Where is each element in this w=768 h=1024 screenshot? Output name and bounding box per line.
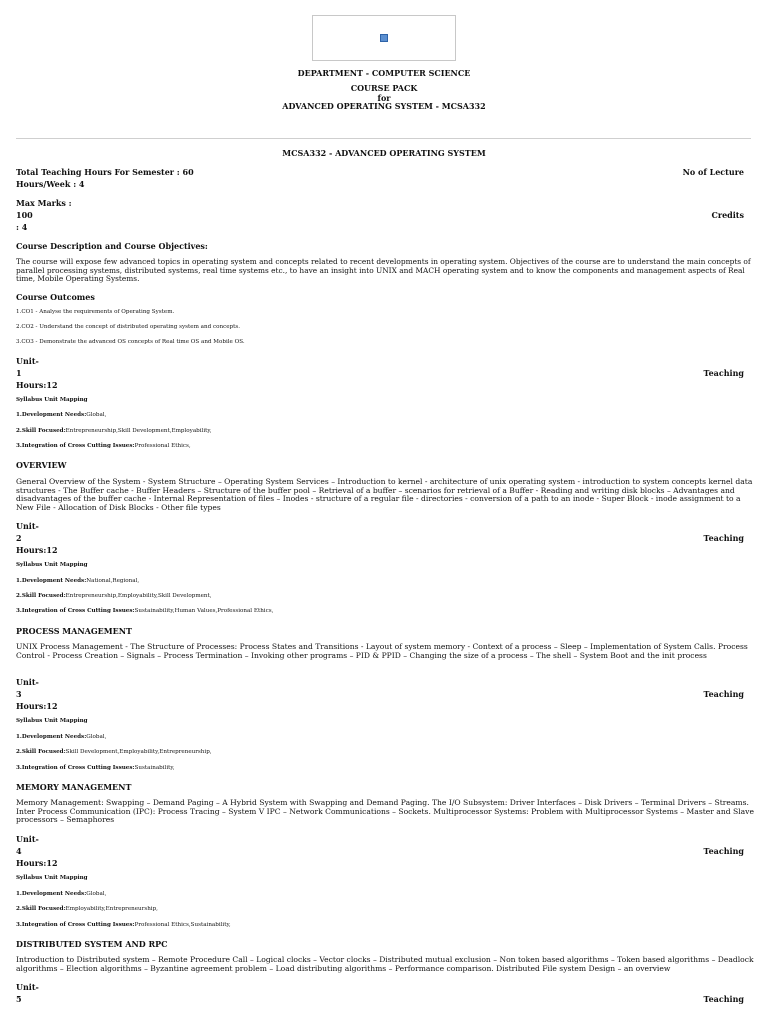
skill-focused: 2.Skill Focused:Entrepreneurship,Employability,Skill Development,	[16, 593, 212, 599]
development-needs: 1.Development Needs:Global,	[16, 891, 107, 897]
syllabus-mapping-label: Syllabus Unit Mapping	[16, 718, 88, 724]
unit-hours: Hours:12	[16, 545, 58, 555]
unit-content: Introduction to Distributed system – Remote Procedure Call – Logical clocks – Vector clocks – Distributed mutual exclusion – Non token based algorithms – Token based algorithms – Deadlock algorithms – Election algorithms – Byzantine agreement problem – Load distributing algorithms – Performance comparison. Distributed File system Design – an overview	[16, 955, 754, 973]
unit-label: Unit-	[16, 982, 39, 992]
syllabus-mapping-label: Syllabus Unit Mapping	[16, 875, 88, 881]
syllabus-mapping-label: Syllabus Unit Mapping	[16, 397, 88, 403]
unit-title: OVERVIEW	[16, 460, 67, 470]
unit-hours: Hours:12	[16, 701, 58, 711]
credits-value: : 4	[16, 222, 28, 232]
max-marks-label: Max Marks :	[16, 198, 72, 208]
teaching-label: Teaching	[703, 533, 744, 543]
unit-title: PROCESS MANAGEMENT	[16, 626, 132, 636]
development-needs: 1.Development Needs:Global,	[16, 412, 107, 418]
syllabus-mapping-label: Syllabus Unit Mapping	[16, 562, 88, 568]
unit-content: UNIX Process Management - The Structure of Processes: Process States and Transitions - Layout of system memory - Context of a process – Sleep – Implementation of System Calls. Process Control - Process Creation – Signals – Process Termination – Invoking other programs – PID & PPID – Changing the size of a process – The shell – System Boot and the init process	[16, 642, 748, 660]
outcome-item: 3.CO3 - Demonstrate the advanced OS concepts of Real time OS and Mobile OS.	[16, 339, 245, 345]
unit-title: MEMORY MANAGEMENT	[16, 782, 132, 792]
description-text: The course will expose few advanced topics in operating system and concepts related to recent developments in operating system. Objectives of the course are to understand the main concepts of parallel processing systems, distributed systems, real time systems etc., to have an insight into UNIX and MACH operating system and to know the components and management aspects of Real time, Mobile Operating Systems.	[16, 257, 751, 284]
unit-content: Memory Management: Swapping – Demand Paging – A Hybrid System with Swapping and Demand Paging. The I/O Subsystem: Driver Interfaces – Disk Drivers – Terminal Drivers – Streams. Inter Process Communication (IPC): Process Tracing – System V IPC – Network Communications – Sockets. Multiprocessor Systems: Problem with Multiprocessor Systems – Master and Slave processors – Semaphores	[16, 798, 754, 825]
max-marks-value: 100	[16, 210, 33, 220]
department-title: DEPARTMENT - COMPUTER SCIENCE	[297, 68, 471, 78]
description-heading: Course Description and Course Objectives:	[16, 241, 208, 251]
unit-label: Unit-	[16, 521, 39, 531]
teaching-label: Teaching	[703, 994, 744, 1004]
unit-number: 5	[16, 994, 22, 1004]
unit-hours: Hours:12	[16, 380, 58, 390]
outcomes-heading: Course Outcomes	[16, 292, 95, 302]
cross-cutting-issues: 3.Integration of Cross Cutting Issues:Professional Ethics,Sustainability,	[16, 922, 231, 928]
teaching-label: Teaching	[703, 368, 744, 378]
for-label: for	[377, 93, 391, 103]
cross-cutting-issues: 3.Integration of Cross Cutting Issues:Professional Ethics,	[16, 443, 191, 449]
unit-number: 1	[16, 368, 22, 378]
credits-label: Credits	[711, 210, 744, 220]
teaching-hours: Total Teaching Hours For Semester : 60	[16, 167, 194, 177]
unit-number: 3	[16, 689, 22, 699]
course-name: ADVANCED OPERATING SYSTEM - MCSA332	[282, 101, 486, 111]
outcome-item: 2.CO2 - Understand the concept of distributed operating system and concepts.	[16, 324, 240, 330]
teaching-label: Teaching	[703, 689, 744, 699]
cross-cutting-issues: 3.Integration of Cross Cutting Issues:Sustainability,	[16, 765, 175, 771]
course-pack-label: COURSE PACK	[350, 83, 418, 93]
course-title: MCSA332 - ADVANCED OPERATING SYSTEM	[282, 148, 486, 158]
skill-focused: 2.Skill Focused:Employability,Entrepreneurship,	[16, 906, 158, 912]
university-logo-frame	[312, 15, 456, 61]
development-needs: 1.Development Needs:Global,	[16, 734, 107, 740]
unit-hours: Hours:12	[16, 858, 58, 868]
development-needs: 1.Development Needs:National,Regional,	[16, 578, 140, 584]
unit-number: 4	[16, 846, 22, 856]
broken-image-icon	[380, 34, 388, 42]
unit-content: General Overview of the System - System Structure – Operating System Services – Introduction to kernel - architecture of unix operating system - introduction to system concepts kernel data structures - The Buffer cache - Buffer Headers – Structure of the buffer pool – Retrieval of a buffer – scenarios for retrieval of a Buffer - Reading and writing disk blocks – Advantages and disadvantages of the buffer cache - Internal Representation of files – Inodes - structure of a regular file - directories - conversion of a path to an inode - Super Block - inode assignment to a New File - Allocation of Disk Blocks - Other file types	[16, 477, 753, 512]
unit-number: 2	[16, 533, 22, 543]
skill-focused: 2.Skill Focused:Entrepreneurship,Skill Development,Employability,	[16, 428, 212, 434]
unit-title: DISTRIBUTED SYSTEM AND RPC	[16, 939, 168, 949]
unit-label: Unit-	[16, 677, 39, 687]
teaching-label: Teaching	[703, 846, 744, 856]
no-of-lecture-label: No of Lecture	[682, 167, 744, 177]
hours-week: Hours/Week : 4	[16, 179, 85, 189]
unit-label: Unit-	[16, 356, 39, 366]
cross-cutting-issues: 3.Integration of Cross Cutting Issues:Sustainability,Human Values,Professional Ethics,	[16, 608, 274, 614]
outcome-item: 1.CO1 - Analyse the requirements of Operating System.	[16, 309, 175, 315]
unit-label: Unit-	[16, 834, 39, 844]
divider	[16, 138, 751, 139]
skill-focused: 2.Skill Focused:Skill Development,Employability,Entrepreneurship,	[16, 749, 212, 755]
